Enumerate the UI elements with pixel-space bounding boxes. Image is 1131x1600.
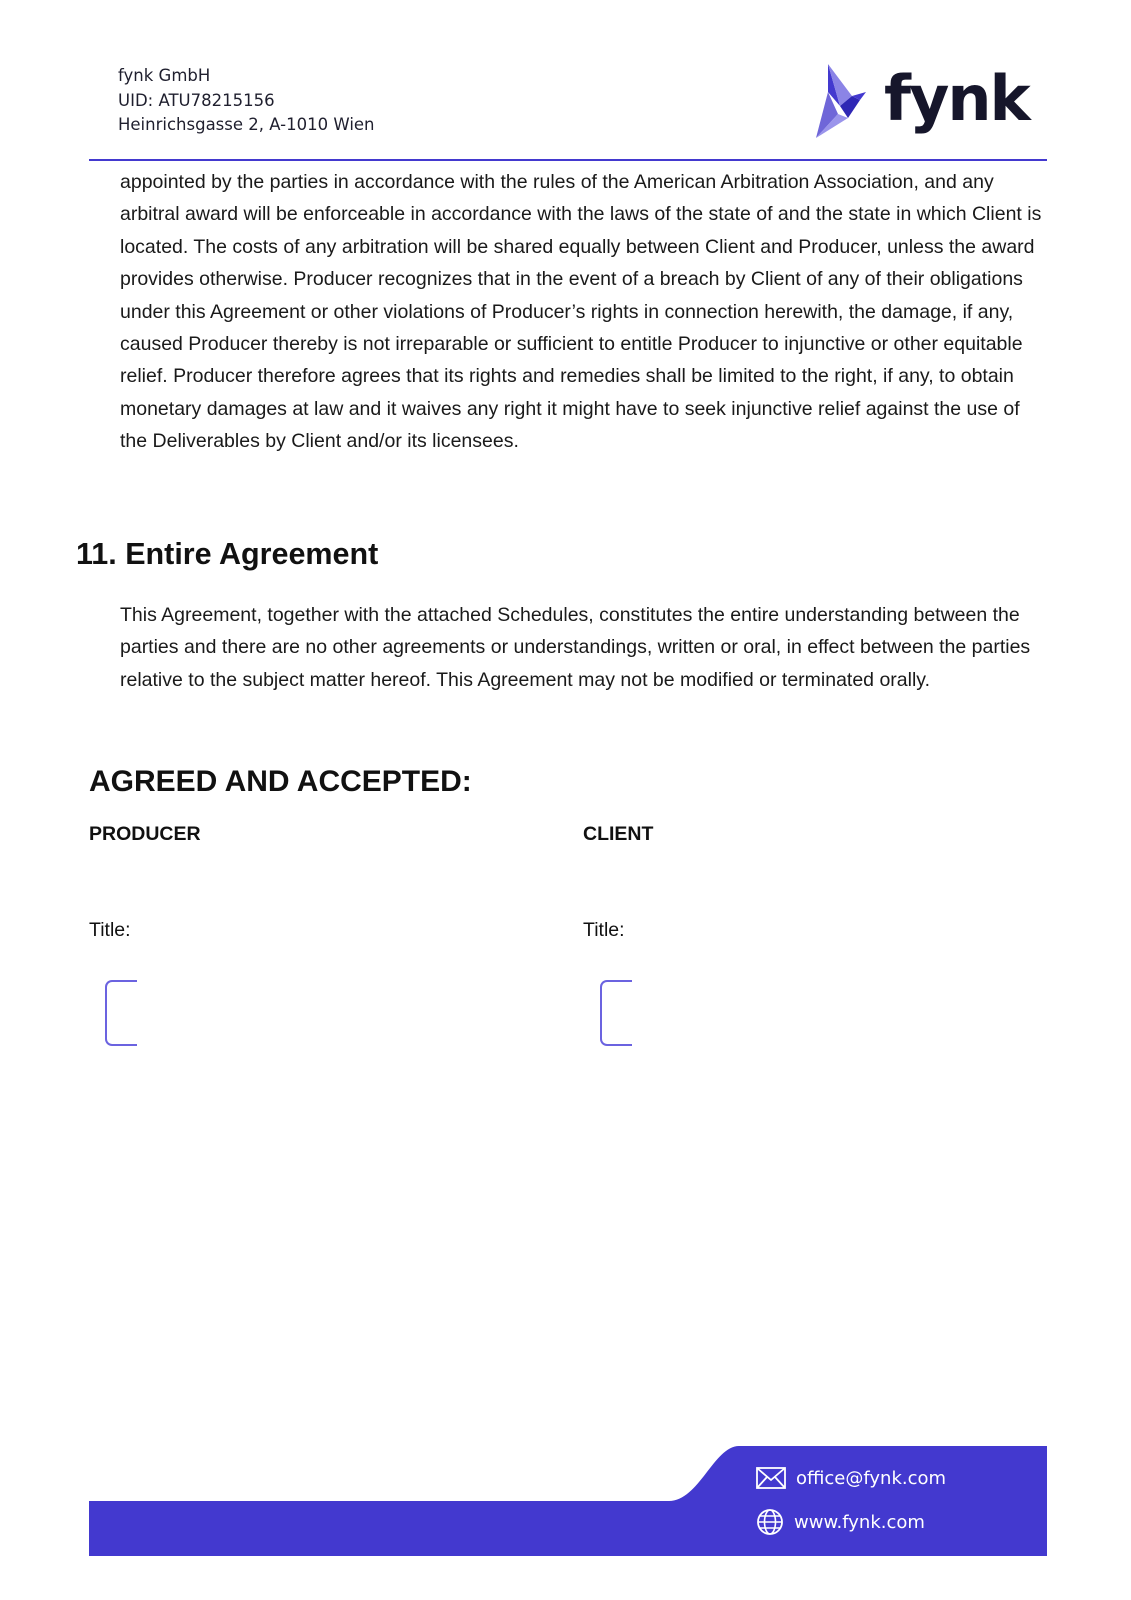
arbitration-paragraph-continued: appointed by the parties in accordance with the rules of the American Arbitration Association, and any arbitral award will be enforceable in accordance with the laws of the state of and the state in which Client is located. The costs of any arbitration will be shared equally between Client and Producer, unless the award provides otherwise. Producer recognizes that in the event of a breach by Client of any of their obligations under this Agreement or other violations of Producer’s rights in connection herewith, the damage, if any, caused Producer thereby is not irreparable or sufficient to entitle Producer to injunctive or other equitable relief. Producer therefore agrees that its rights and remedies shall be limited to the right, if any, to obtain monetary damages at law and it waives any right it might have to seek injunctive relief against the use of the Deliverables by Client and/or its licensees. xyxy=(120,171,1042,453)
globe-icon xyxy=(756,1508,784,1536)
footer-email[interactable] xyxy=(756,1463,946,1493)
entire-agreement-paragraph: This Agreement, together with the attached Schedules, constitutes the entire understanding between the parties and there are no other agreements or understandings, written or oral, in effect between the parties relative to the subject matter hereof. This Agreement may not be modified or terminated orally. xyxy=(120,604,1031,691)
producer-signature-field[interactable] xyxy=(105,980,137,1046)
bird-logo-icon xyxy=(808,62,876,144)
fynk-logo xyxy=(808,62,1029,144)
company-name: fynk GmbH xyxy=(118,66,211,85)
header-divider xyxy=(89,159,1047,161)
agreed-accepted-heading: AGREED AND ACCEPTED: xyxy=(89,765,472,798)
client-title-label: Title: xyxy=(583,919,625,941)
client-label: CLIENT xyxy=(583,823,654,845)
footer-website[interactable] xyxy=(756,1507,925,1537)
company-address: Heinrichsgasse 2, A-1010 Wien xyxy=(118,115,375,134)
website-text[interactable]: www.fynk.com xyxy=(794,1511,925,1533)
logo-wordmark: fynk xyxy=(884,62,1029,135)
client-signature-field[interactable] xyxy=(600,980,632,1046)
company-address-block xyxy=(118,64,375,138)
producer-title-label: Title: xyxy=(89,919,131,941)
mail-icon xyxy=(756,1467,786,1489)
section-heading-entire-agreement: 11. Entire Agreement xyxy=(76,537,379,571)
producer-label: PRODUCER xyxy=(89,823,201,845)
company-uid: UID: ATU78215156 xyxy=(118,90,275,110)
email-text[interactable]: office@fynk.com xyxy=(796,1467,947,1489)
